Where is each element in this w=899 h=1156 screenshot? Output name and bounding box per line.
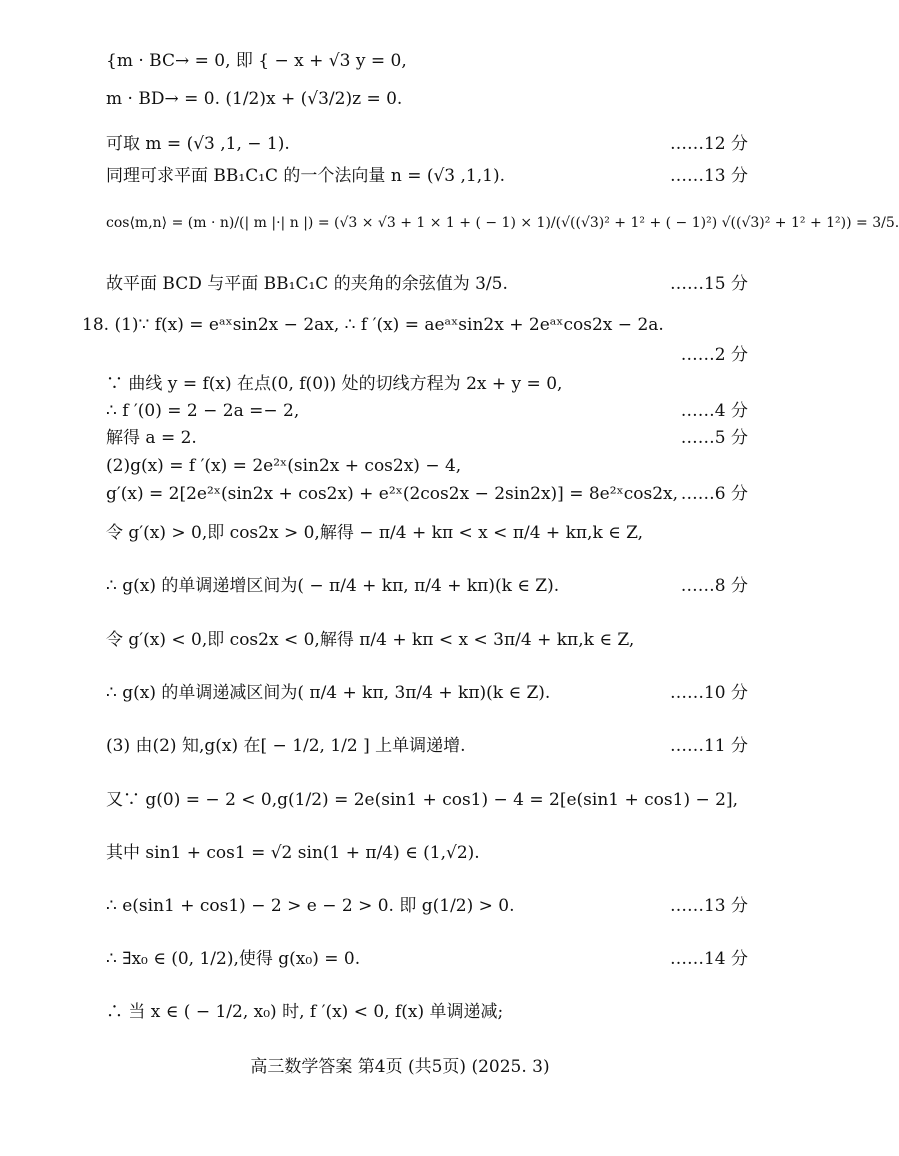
page-footer: 高三数学答案 第4页 (共5页) (2025. 3) [250,1057,550,1077]
